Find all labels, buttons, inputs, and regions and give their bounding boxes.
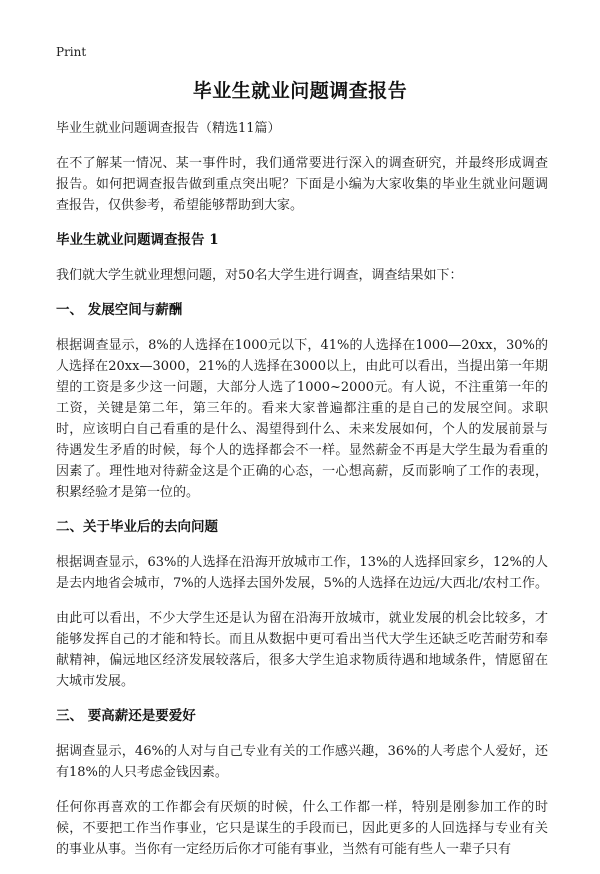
article-body [56,118,548,874]
section-heading-destination: 二、关于毕业后的去向问题 [56,519,218,535]
section-heading-salary: 一、 发展空间与薪酬 [56,302,183,318]
article-subtitle: 毕业生就业问题调查报告（精选11篇） [56,121,281,136]
section-paragraph: 由此可以看出，不少大学生还是认为留在沿海开放城市，就业发展的机会比较多，才能够发挥自己的才能和特长。而且从数据中更可看出当代大学生还缺乏吃苦耐劳和奉献精神，偏远地区经济发展较落后，很多大学生追求物质待遇和地域条件，情愿留在大城市发展。 [56,611,548,689]
page-title: 毕业生就业问题调查报告 [192,80,408,102]
report-heading: 毕业生就业问题调查报告 1 [56,232,219,248]
section-paragraph: 任何你再喜欢的工作都会有厌烦的时候，什么工作都一样，特别是刚参加工作的时候，不要把工作当作事业，它只是谋生的手段而已，因此更多的人回选择与专业有关的事业从事。当你有一定经历后你才可能有事业，当然有可能有些人一辈子只有 [56,800,548,857]
section-heading-salary-vs-interest: 三、 要高薪还是要爱好 [56,708,196,724]
print-link[interactable]: Print [56,45,87,59]
section-paragraph: 根据调查显示，63%的人选择在沿海开放城市工作，13%的人选择回家乡，12%的人是去内地省会城市，7%的人选择去国外发展，5%的人选择在边远/大西北/农村工作。 [56,555,549,591]
report-lead-paragraph: 我们就大学生就业理想问题，对50名大学生进行调查，调查结果如下： [56,268,463,283]
intro-paragraph: 在不了解某一情况、某一事件时，我们通常要进行深入的调查研究，并最终形成调查报告。如何把调查报告做到重点突出呢？下面是小编为大家收集的毕业生就业问题调查报告，仅供参考，希望能够帮助到大家。 [56,156,548,213]
section-paragraph: 据调查显示，46%的人对与自己专业有关的工作感兴趣，36%的人考虑个人爱好，还有18%的人只考虑金钱因素。 [56,744,548,780]
section-paragraph: 根据调查显示，8%的人选择在1000元以下，41%的人选择在1000—20xx，30%的人选择在20xx—3000，21%的人选择在3000以上，由此可以看出，当提出第一年期望的工资是多少这一问题，大部分人选了1000~2000元。有人说，不注重第一年的工资，关键是第二年，第三年的。看来大家普遍都注重的是自己的发展空间。求职时，应该明白自己看重的是什么、渴望得到什么、未来发展如何，个人的发展前景与待遇发生矛盾的时候，每个人的选择都会不一样。显然薪金不再是大学生最为看重的因素了。理性地对待薪金这是个正确的心态，一心想高薪，反而影响了工作的表现，积累经验才是第一位的。 [56,338,548,500]
